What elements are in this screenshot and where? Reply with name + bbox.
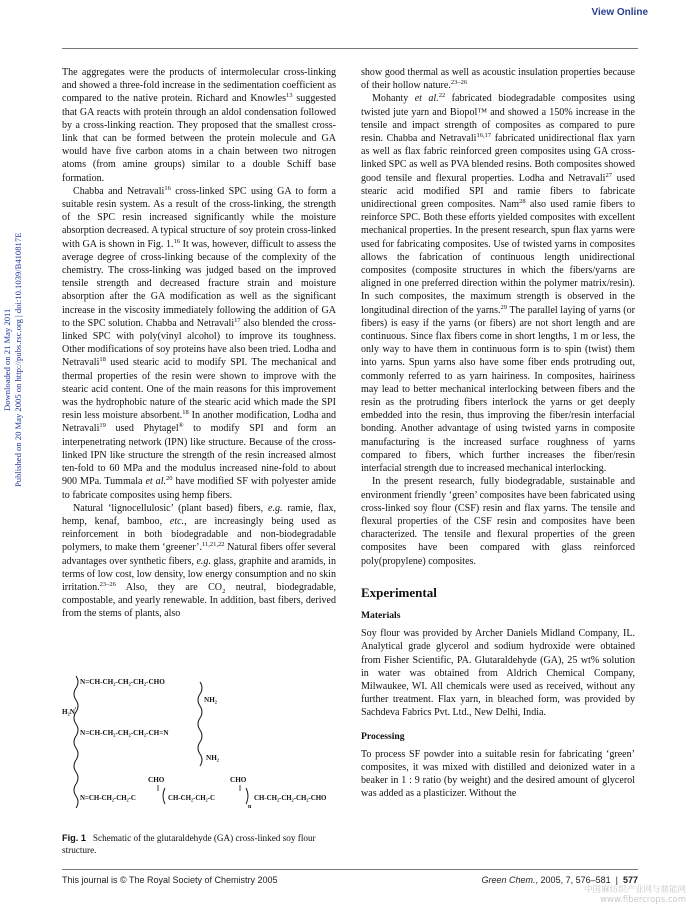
paragraph: Mohanty et al.$^{22}$ fabricated biodegradable composites using twisted jute yarn and Biopol™ and showed a 150% increase in the tensile and impact strength of composites as compared to pure resin. Chabba and Netravali$^{16,17}$ fabricated unidirectional flax yarn as well as flax fabric reinforced green composites using GA cross-linked SPC as well as PVA blended resins. Both composites showed good tensile and flexural properties. Lodha and Netravali$^{27}$ used stearic acid modified SPI and ramie fibers to fabricate unidirectional green composites. Nam$^{28}$ also used ramie fibers to reinforce SPC. Both these efforts yielded composites with excellent mechanical properties. In the present research, spun flax yarns were used for fabricating composites. Use of twisted yarns in composites allows the fabrication of continuous length unidirectional composites (composite structures in which the fibers/yarns are aligned in one preferred direction within the polymer matrix/resin). In such composites, the maximum strength is observed in the longitudinal direction of the yarns.$^{29}$ The parallel laying of yarns (or fibers) is easy if the yarns (or fibers) are not short length and are continuous. Since flax fibers come in short lengths, 1 m or less, the only way to have them in continuous form is to spin (twist) them into yarns. Spun yarns also have some fiber ends protruding out, commonly referred to as yarn hairiness. In composites, hairiness may lead to better mechanical interlocking between fibers and the resin as the protruding fibers interlock the yarns or get deeply embedded into the resin, thus improving the fiber/resin interfacial bonding. Another advantage of using twisted yarns in composite manufacturing is the increased surface roughness of yarns compared to fibers, which further increases the fiber/resin interfacial strength due to increased mechanical interlocking. xyxy=(361,92,636,475)
section-heading-experimental: Experimental xyxy=(361,584,437,600)
backbone-left xyxy=(74,676,78,808)
paragraph: Natural ‘lignocellulosic’ (plant based) fibers, e.g. ramie, flax, hemp, kenaf, bamboo, etc., are increasingly being used as reinforcement in both biodegradable and non-biodegradable polymers, to make them ‘greener’.$^{11,21,22}$ Natural fibers offer several advantages over synthetic fibers, e.g. glass, graphite and aramids, in terms of low cost, low density, low energy consumption and no skin irritation.$^{23-26}$ Also, they are $CO_2$ neutral, biodegradable, compostable, and yearly renewable. In addition, bast fibers, derived from the stems of plants, also xyxy=(62,502,336,620)
paragraph: The aggregates were the products of intermolecular cross-linking and showed a three-fold increase in the sedimentation coefficient as compared to the native protein. Richard and Knowles$^{13}$ suggested that GA reacts with protein through an aldol condensation followed by a cross-linking reaction. They proposed that the smallest cross-link that can be formed between the protein molecule and GA would have five carbon atoms in a chain between two nitrogen atoms (from amine groups) similar to a double Schiff base formation. xyxy=(62,67,336,184)
chain-3c: CH-CH₂-CH₂-CH₂-CHO xyxy=(254,795,327,802)
top-rule xyxy=(62,48,638,49)
aldehyde-cho-1: CHO xyxy=(148,776,165,784)
chain-3: N=CH-CH₂-CH₂-C xyxy=(80,795,136,802)
aldehyde-cho-2: CHO xyxy=(230,776,247,784)
watermark: 中国麻纺织产业网与鼎能网 www.fibercrops.com xyxy=(583,885,686,905)
footer-copyright: This journal is © The Royal Society of Chemistry 2005 xyxy=(62,875,278,885)
chain-1: N=CH-CH₂-CH₂-CH₂-CHO xyxy=(80,678,165,686)
chemical-structure-figure xyxy=(62,672,342,822)
amine-h2n: H₂N xyxy=(62,708,75,716)
left-column xyxy=(62,66,336,621)
chain-3b: CH-CH₂-CH₂-C xyxy=(168,795,215,802)
page-number: 577 xyxy=(622,875,638,885)
figure-caption: Fig. 1 Schematic of the glutaraldehyde (GA) cross-linked soy flour structure. xyxy=(62,833,316,855)
chain-2: N=CH-CH₂-CH₂-CH₂-CH=N xyxy=(80,729,169,737)
paragraph: In the present research, fully biodegradable, sustainable and environment friendly ‘green’ composites have been fabricated using cross-linked soy flour (CSF) resin and flax yarns. The tensile and flexural properties of the CSF resin and composites have been characterized. The tensile and flexural properties of the green composites have been compared with glass reinforced poly(propylene) composites. xyxy=(361,476,635,567)
subsection-heading-materials: Materials xyxy=(361,609,401,621)
footer-citation: Green Chem., 2005, 7, 576–581 | 577 xyxy=(481,875,638,885)
download-stamp xyxy=(2,170,26,550)
paragraph: To process SF powder into a suitable resin for fabricating ‘green’ composites, it was mixed with distilled and deionized water in a beaker in 1 : 9 ratio (by weight) and the desired amount of glycerol was added as a plasticizer. Without the xyxy=(361,748,635,800)
repeat-n: n xyxy=(248,804,252,810)
published-info[interactable]: Published on 20 May 2005 on http://pubs.rsc.org | doi:10.1039/B410817E xyxy=(13,232,23,488)
paragraph: Soy flour was provided by Archer Daniels Midland Company, IL. Analytical grade glycerol and sodium hydroxide were obtained from Fisher Scientific, PA. Glutaraldehyde (GA), 25 wt% solution in water was obtained from Aldrich Chemical Company, Milwaukee, WI. All chemicals were used as received, without any further treatment. Flax yarn, in bleached form, was provided by Sachdeva Fabrics Pvt. Ltd., New Delhi, India. xyxy=(361,628,635,719)
backbone-right xyxy=(198,682,202,766)
amine-nh2-mid: NH₂ xyxy=(206,754,219,762)
paragraph: Chabba and Netravali$^{16}$ cross-linked SPC using GA to form a suitable resin system. As a result of the cross-linking, the strength of the SPC resin increased significantly while the moisture absorption decreased. A typical structure of soy protein cross-linked with GA is shown in Fig. 1.16 It was, however, difficult to assess the average degree of cross-linking because of the complexity of the chemistry. The cross-linking was judged based on the improved tensile strength and decreased fracture strain and moisture absorption after the GA modification as well as the significant increase in the viscosity immediately following the addition of GA to the SPC solution. Chabba and Netravali$^{17}$ also blended the cross-linked SPC with poly(vinyl alcohol) to improve its toughness. Other modifications of soy proteins have also been tried. Lodha and Netravali$^{18}$ used stearic acid to modify SPI. The mechanical and thermal properties of the resin were shown to improve with the stearic acid content. One of the main reasons for this improvement was the hydrophobic nature of the stearic acid which made the SPI resin less moisture absorbent.$^{18}$ In another modification, Lodha and Netravali$^{19}$ used Phytagel® to modify SPI and form an interpenetrating network (IPN) like structure. Because of the cross-linked IPN like structure the strength of the resin increased almost ten-fold to 60 MPa and the modulus increased nine-fold to about 900 MPa. Tummala et al.$^{20}$ have modified SF with polyester amide to fabricate composites using hemp fibers. xyxy=(62,184,337,501)
paragraph: show good thermal as well as acoustic insulation properties because of their hollow nature.$^{23-26}$ xyxy=(361,67,635,92)
subsection-heading-processing: Processing xyxy=(361,730,405,742)
right-column xyxy=(361,66,635,801)
bottom-rule xyxy=(62,869,638,870)
figure-label: Fig. 1 xyxy=(62,833,86,843)
view-online-link[interactable]: View Online xyxy=(591,7,648,18)
downloaded-date: Downloaded on 21 May 2011 xyxy=(2,308,12,412)
amine-nh2-top: NH₂ xyxy=(204,696,217,704)
